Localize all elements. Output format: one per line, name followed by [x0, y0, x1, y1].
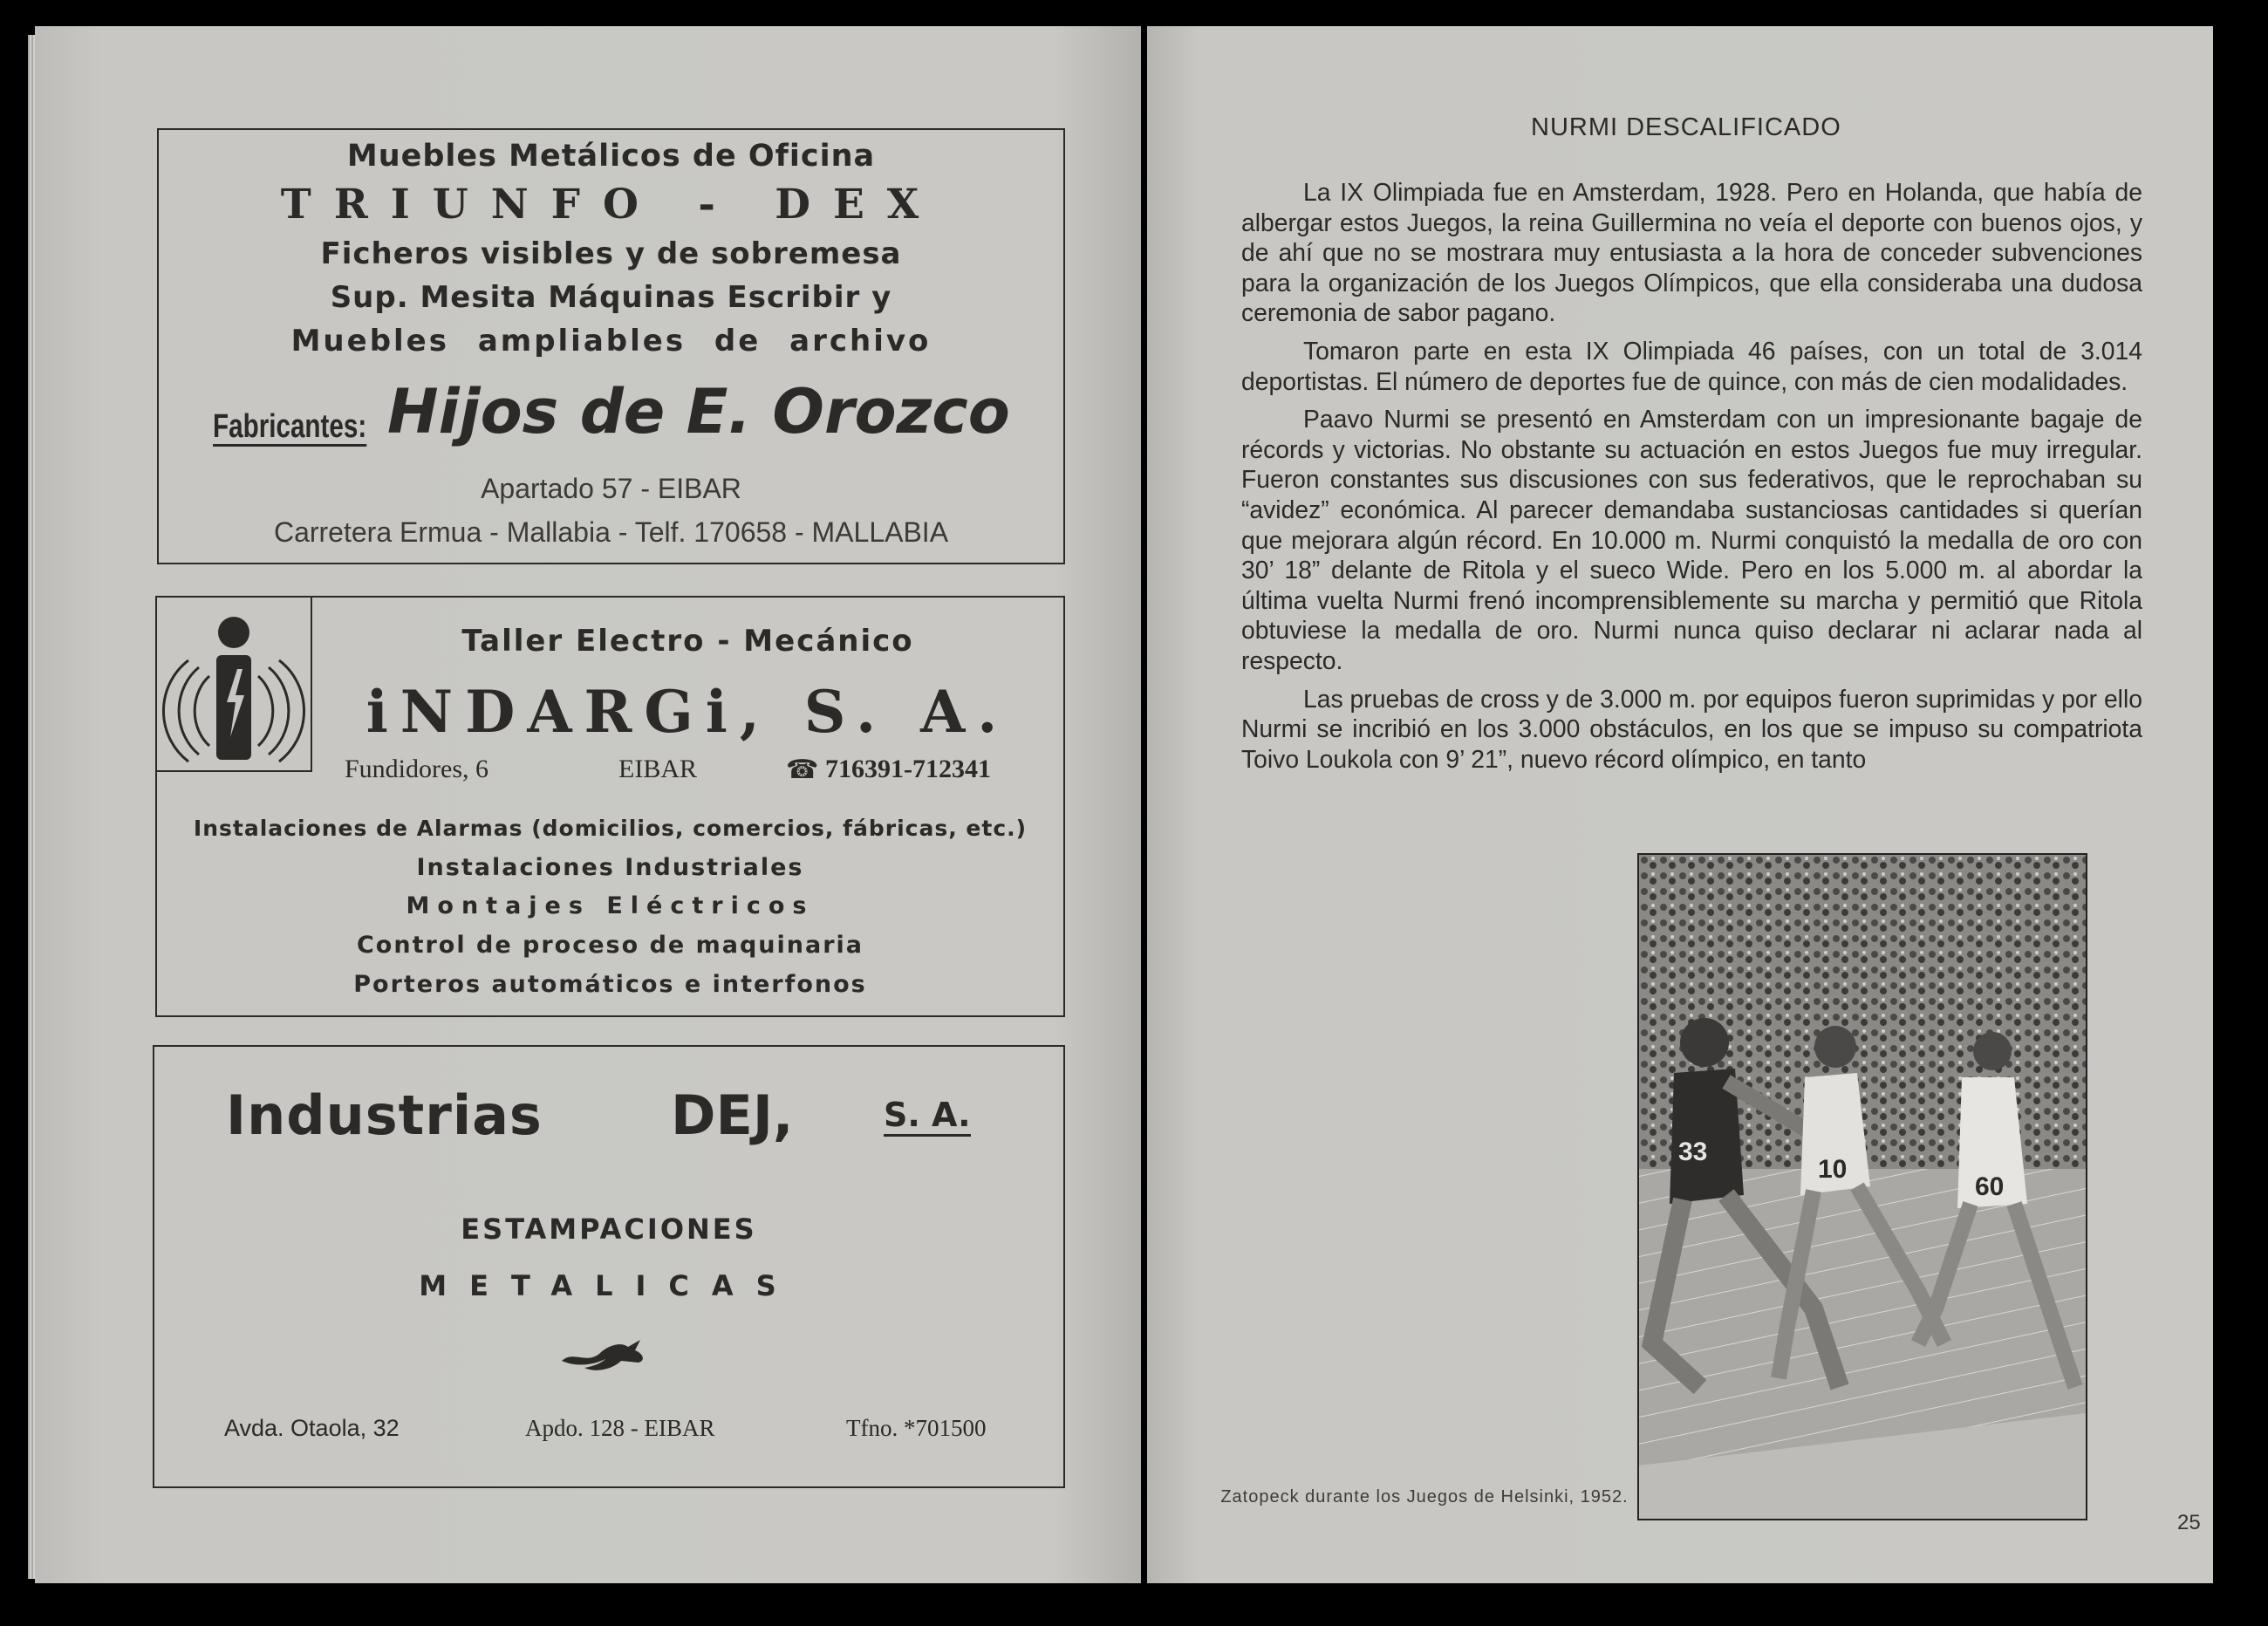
ad-product-line: Muebles ampliables de archivo [290, 324, 932, 359]
fabricantes-label: Fabricantes: [213, 408, 367, 445]
ad-tagline: Muebles Metálicos de Oficina [346, 139, 876, 174]
list-item: Control de proceso de maquinaria [356, 932, 864, 959]
page-number: 25 [2177, 1511, 2201, 1534]
ad-brand-name: DEJ, [671, 1083, 794, 1147]
phone-number: 716391-712341 [825, 755, 991, 783]
bib-number: 10 [1818, 1155, 1848, 1184]
list-item: Porteros automáticos e interfonos [353, 971, 867, 998]
paragraph: Tomaron parte en esta IX Olimpiada 46 países, con un total de 3.014 deportistas. El número de deportes fue de quince, con más de cien modalidades. [1241, 336, 2142, 395]
article-body [1241, 177, 2142, 782]
street-address: Fundidores, 6 [345, 755, 488, 783]
fox-logo-icon [560, 1335, 647, 1383]
ad-product-line: ESTAMPACIONES [461, 1213, 757, 1246]
address-line: Apartado 57 - EIBAR [481, 473, 741, 504]
bib-number: 60 [1975, 1172, 2005, 1201]
paragraph: Las pruebas de cross y de 3.000 m. por equipos fueron suprimidas y por ello Nurmi se incribió en los 3.000 obstáculos, en los que se impuso su compatriota Toivo Loukola con 9’ 21”, nuevo récord olímpico, en tanto [1241, 684, 2142, 773]
street-address: Avda. Otaola, 32 [224, 1415, 400, 1441]
list-item: Instalaciones de Alarmas (domicilios, comercios, fábricas, etc.) [193, 816, 1028, 841]
paragraph: La IX Olimpiada fue en Amsterdam, 1928. Pero en Holanda, que había de albergar estos Juegos, la reina Guillermina no veía el deporte con buenos ojos, y de ahí que no se mostrara muy entusiasta a la hora de conceder subvenciones para la organización de los Juegos Olímpicos, que ella consideraba una dudosa ceremonia de sabor pagano. [1241, 178, 2142, 327]
advertisement-industrias-dej [153, 1045, 1065, 1488]
ad-brand-name: iNDARGi, S. A. [365, 678, 1010, 746]
ad-product-line: METALICAS [419, 1269, 799, 1302]
po-box: Apdo. 128 - EIBAR [525, 1415, 715, 1441]
bib-number: 33 [1678, 1138, 1708, 1166]
city: EIBAR [618, 755, 697, 783]
ad-product-line: Sup. Mesita Máquinas Escribir y [330, 280, 892, 315]
address-line: Carretera Ermua - Mallabia - Telf. 170658 - MALLABIA [273, 516, 949, 548]
lightning-logo-icon [157, 598, 312, 772]
paragraph: Paavo Nurmi se presentó en Amsterdam con un impresionante bagaje de récords y victorias. No obstante su actuación en estos Juegos fue muy irregular. Fueron constantes sus discusiones con sus federativos, que le reprochaban su “avidez” económica. Al parecer demandaba sustanciosas cantidades si querían que mejorara algún récord. En 10.000 m. Nurmi conquistó la medalla de oro con 30’ 18” delante de Ritola y el sueco Wide. Pero en los 5.000 m. al abordar la última vuelta Nurmi frenó incomprensiblemente su marcha y permitió que Ritola obtuviese la medalla de oro. Nurmi nunca quiso declarar ni aclarar nada al respecto. [1241, 405, 2142, 674]
ad-product-line: Ficheros visibles y de sobremesa [320, 236, 902, 271]
phone-number: Tfno. *701500 [846, 1415, 987, 1441]
advertisement-indargi [155, 596, 1065, 1017]
company-name: Hijos de E. Orozco [387, 376, 1010, 447]
list-item: Montajes Eléctricos [406, 892, 815, 919]
list-item: Instalaciones Industriales [416, 854, 804, 881]
company-suffix: S. A. [884, 1096, 971, 1137]
article-title: NURMI DESCALIFICADO [1531, 113, 1841, 141]
ad-brand-name: TRIUNFO - DEX [280, 181, 942, 229]
runners-photo [1637, 853, 2087, 1520]
phone-icon: ☎ [786, 755, 819, 784]
photo-caption: Zatopeck durante los Juegos de Helsinki, 1952. [1220, 1487, 1629, 1506]
company-name: Industrias [226, 1083, 543, 1147]
ad-tagline: Taller Electro - Mecánico [461, 624, 914, 659]
advertisement-triunfo-dex [157, 128, 1065, 564]
